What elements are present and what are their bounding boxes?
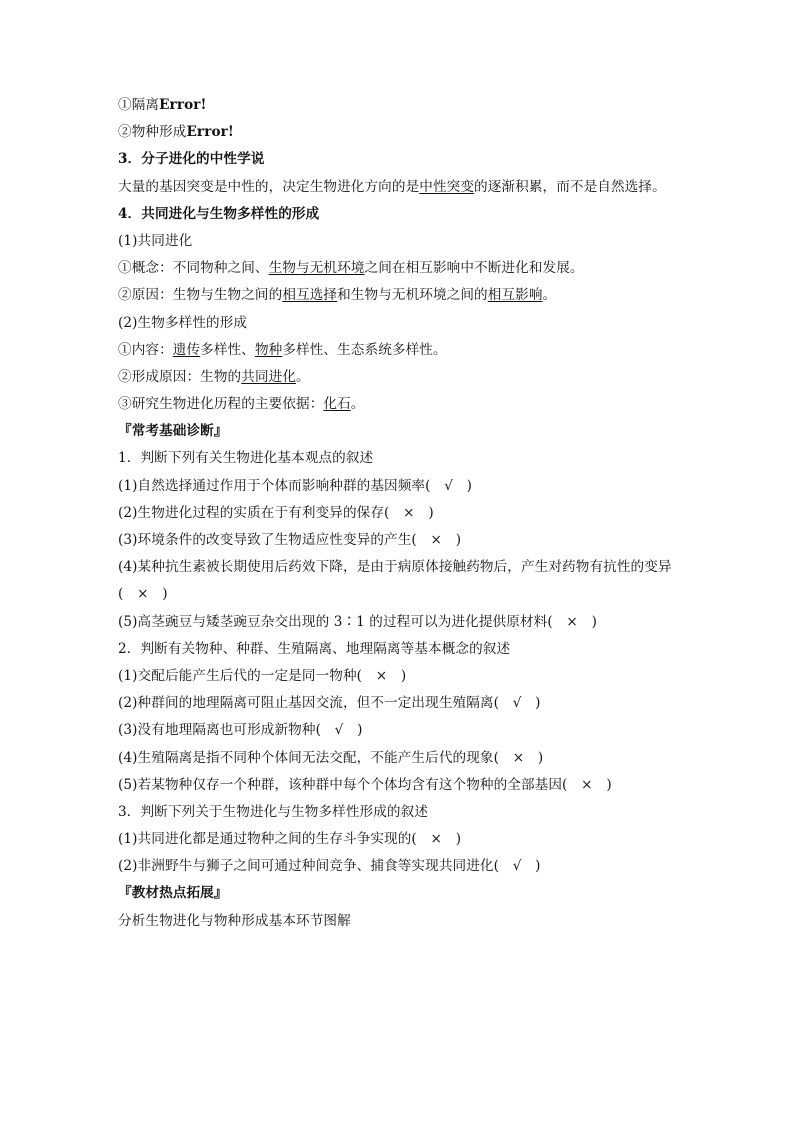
text-line [118, 690, 698, 717]
text-line [118, 853, 698, 880]
text-segment: 2．判断有关物种、种群、生殖隔离、地理隔离等基本概念的叙述 [118, 640, 511, 657]
text-line [118, 119, 698, 146]
text-segment: 1．判断下列有关生物进化基本观点的叙述 [118, 450, 374, 467]
bold-text: Error! [186, 124, 234, 141]
text-line [118, 908, 698, 935]
text-segment: 3．判断下列关于生物进化与生物多样性形成的叙述 [118, 803, 429, 820]
text-segment: 之间在相互影响中不断进化和发展。 [364, 260, 584, 277]
underlined-answer: 生物与无机环境 [268, 260, 365, 277]
text-segment: (2)种群间的地理隔离可阻止基因交流，但不一定出现生殖隔离( √ ) [118, 695, 541, 712]
text-line [118, 201, 698, 228]
text-line [118, 310, 698, 337]
bold-text: 3．分子进化的中性学说 [118, 151, 265, 168]
text-segment: ②形成原因：生物的 [118, 368, 242, 385]
text-line [118, 745, 698, 772]
text-line [118, 663, 698, 690]
text-segment: ②原因：生物与生物之间的 [118, 287, 283, 304]
text-segment: 分析生物进化与物种形成基本环节图解 [118, 912, 351, 929]
text-segment: (2)非洲野牛与狮子之间可通过种间竞争、捕食等实现共同进化( √ ) [118, 858, 541, 875]
text-line [118, 554, 698, 581]
text-segment: (5)若某物种仅存一个种群，该种群中每个个体均含有这个物种的全部基因( × ) [118, 776, 612, 793]
text-line [118, 527, 698, 554]
text-segment: 。 [350, 396, 365, 413]
text-line [118, 255, 698, 282]
text-segment: ①概念：不同物种之间、 [118, 260, 269, 277]
text-line [118, 364, 698, 391]
text-line [118, 473, 698, 500]
text-segment: (3)环境条件的改变导致了生物适应性变异的产生( × ) [118, 532, 462, 548]
text-segment: ②物种形成 [118, 124, 187, 141]
text-line [118, 228, 698, 255]
bold-text: 『常考基础诊断』 [118, 423, 228, 440]
text-segment: 。 [542, 287, 557, 304]
text-segment: 多样性、 [200, 341, 255, 358]
text-segment: (4)某种抗生素被长期使用后药效下降，是由于病原体接触药物后，产生对药物有抗性的变异 [118, 559, 672, 576]
text-segment: (4)生殖隔离是指不同种个体间无法交配，不能产生后代的现象( × ) [118, 749, 544, 766]
text-line [118, 445, 698, 472]
text-segment: (2)生物多样性的形成 [118, 314, 248, 331]
text-segment: 大量的基因突变是中性的，决定生物进化方向的是 [118, 178, 420, 195]
underlined-answer: 中性突变 [419, 178, 475, 195]
underlined-answer: 物种 [254, 341, 283, 358]
text-segment: 多样性、生态系统多样性。 [282, 341, 447, 358]
underlined-answer: 相互选择 [282, 287, 338, 304]
text-line [118, 418, 698, 445]
text-line [118, 636, 698, 663]
text-line [118, 92, 698, 119]
underlined-answer: 化石 [323, 396, 351, 413]
text-segment: ①隔离 [118, 97, 160, 113]
text-segment: ( × ) [118, 586, 168, 603]
text-segment: ③研究生物进化历程的主要依据： [118, 396, 324, 413]
text-segment: (1)自然选择通过作用于个体而影响种群的基因频率( √ ) [118, 477, 473, 494]
text-line [118, 609, 698, 636]
text-segment: 和生物与无机环境之间的 [337, 287, 488, 304]
text-line [118, 581, 698, 608]
text-line [118, 772, 698, 799]
text-line [118, 500, 698, 527]
text-segment: (1)共同进化 [118, 232, 193, 249]
bold-text: 『教材热点拓展』 [118, 885, 228, 902]
underlined-answer: 共同进化 [241, 368, 297, 385]
underlined-answer: 遗传 [172, 341, 201, 358]
text-segment: (1)交配后能产生后代的一定是同一物种( × ) [118, 667, 407, 684]
text-segment: 。 [296, 368, 310, 385]
text-line [118, 337, 698, 364]
text-segment: (1)共同进化都是通过物种之间的生存斗争实现的( × ) [118, 831, 462, 848]
text-line [118, 826, 698, 853]
text-line [118, 880, 698, 907]
text-segment: 的逐渐积累，而不是自然选择。 [474, 178, 666, 195]
text-line [118, 282, 698, 309]
text-line [118, 146, 698, 173]
text-segment: ①内容： [118, 341, 173, 358]
text-line [118, 391, 698, 418]
text-line [118, 799, 698, 826]
text-segment: (5)高茎豌豆与矮茎豌豆杂交出现的 3∶1 的过程可以为进化提供原材料( × ) [118, 613, 598, 630]
text-segment: (2)生物进化过程的实质在于有利变异的保存( × ) [118, 504, 434, 521]
bold-text: Error! [159, 97, 207, 113]
document-page [118, 92, 698, 935]
text-line [118, 717, 698, 744]
text-line [118, 174, 698, 201]
text-segment: (3)没有地理隔离也可形成新物种( √ ) [118, 722, 363, 739]
underlined-answer: 相互影响 [487, 287, 543, 304]
bold-text: 4．共同进化与生物多样性的形成 [118, 205, 320, 222]
